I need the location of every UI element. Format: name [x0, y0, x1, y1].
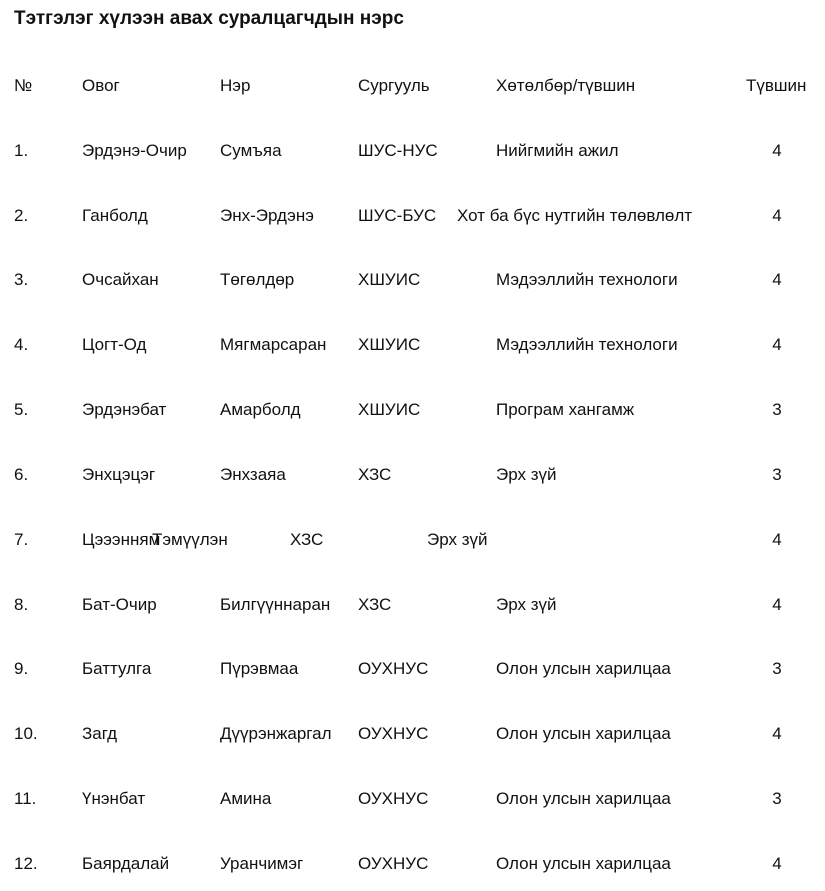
row-school: ШУС-НУС — [358, 141, 438, 160]
row-surname: Үнэнбат — [82, 789, 146, 808]
row-name: Уранчимэг — [220, 854, 304, 873]
row-school: ХЗС — [290, 530, 324, 549]
row-program: Олон улсын харилцаа — [496, 854, 671, 873]
row-program: Эрх зүй — [496, 465, 557, 484]
row-level: 3 — [772, 465, 782, 484]
row-surname: Очсайхан — [82, 270, 159, 289]
row-school: ХШУИС — [358, 400, 421, 419]
document-title: Тэтгэлэг хүлээн авах суралцагчдын нэрс — [14, 8, 404, 29]
row-number: 4. — [14, 335, 29, 354]
row-school: ШУС-БУС — [358, 206, 437, 225]
header-name: Нэр — [220, 76, 251, 95]
row-program: Програм хангамж — [496, 400, 635, 419]
row-level: 4 — [772, 270, 782, 289]
row-name: Билгүүннаран — [220, 595, 331, 614]
row-school: ХШУИС — [358, 335, 421, 354]
header-school: Сургууль — [358, 76, 430, 95]
header-number: № — [14, 76, 33, 95]
row-name: Сумъяа — [220, 141, 282, 160]
row-level: 4 — [772, 854, 782, 873]
row-surname: Энхцэцэг — [82, 465, 156, 484]
row-surname: Цогт-Од — [82, 335, 147, 354]
row-number: 3. — [14, 270, 29, 289]
row-level: 3 — [772, 659, 782, 678]
row-school: ОУХНУС — [358, 854, 429, 873]
row-program: Олон улсын харилцаа — [496, 659, 671, 678]
row-surname: Цэээнням — [82, 530, 161, 549]
row-name: Төгөлдөр — [220, 270, 295, 289]
row-level: 4 — [772, 530, 782, 549]
row-surname: Эрдэнэбат — [82, 400, 167, 419]
row-level: 4 — [772, 724, 782, 743]
row-number: 10. — [14, 724, 38, 743]
row-name: Дүүрэнжаргал — [220, 724, 332, 743]
row-surname: Загд — [82, 724, 118, 743]
row-name: Амина — [220, 789, 272, 808]
row-level: 3 — [772, 400, 782, 419]
row-number: 1. — [14, 141, 29, 160]
row-name: Пүрэвмаа — [220, 659, 299, 678]
header-surname: Овог — [82, 76, 120, 95]
row-number: 9. — [14, 659, 29, 678]
row-program: Хот ба бүс нутгийн төлөвлөлт — [457, 206, 693, 225]
row-program: Олон улсын харилцаа — [496, 789, 671, 808]
row-school: ХШУИС — [358, 270, 421, 289]
row-level: 4 — [772, 206, 782, 225]
row-school: ОУХНУС — [358, 789, 429, 808]
row-program: Эрх зүй — [427, 530, 488, 549]
row-number: 2. — [14, 206, 29, 225]
row-number: 12. — [14, 854, 38, 873]
row-surname: Эрдэнэ-Очир — [82, 141, 187, 160]
row-school: ОУХНУС — [358, 724, 429, 743]
row-name: Амарболд — [220, 400, 301, 419]
header-level: Түвшин — [746, 76, 807, 95]
row-program: Олон улсын харилцаа — [496, 724, 671, 743]
row-name: Мягмарсаран — [220, 335, 327, 354]
row-level: 3 — [772, 789, 782, 808]
row-school: ХЗС — [358, 465, 392, 484]
row-number: 11. — [14, 789, 37, 808]
row-program: Нийгмийн ажил — [496, 141, 619, 160]
row-number: 8. — [14, 595, 29, 614]
row-number: 5. — [14, 400, 29, 419]
row-surname: Бат-Очир — [82, 595, 157, 614]
row-number: 7. — [14, 530, 29, 549]
row-name: Энхзаяа — [220, 465, 286, 484]
row-school: ОУХНУС — [358, 659, 429, 678]
row-school: ХЗС — [358, 595, 392, 614]
row-level: 4 — [772, 141, 782, 160]
row-level: 4 — [772, 595, 782, 614]
row-name: Тэмүүлэн — [152, 530, 228, 549]
header-program: Хөтөлбөр/түвшин — [496, 76, 636, 95]
row-surname: Ганболд — [82, 206, 148, 225]
row-name: Энх-Эрдэнэ — [220, 206, 314, 225]
row-program: Эрх зүй — [496, 595, 557, 614]
row-number: 6. — [14, 465, 29, 484]
row-level: 4 — [772, 335, 782, 354]
row-program: Мэдээллийн технологи — [496, 335, 678, 354]
row-surname: Баярдалай — [82, 854, 170, 873]
row-program: Мэдээллийн технологи — [496, 270, 678, 289]
row-surname: Баттулга — [82, 659, 152, 678]
